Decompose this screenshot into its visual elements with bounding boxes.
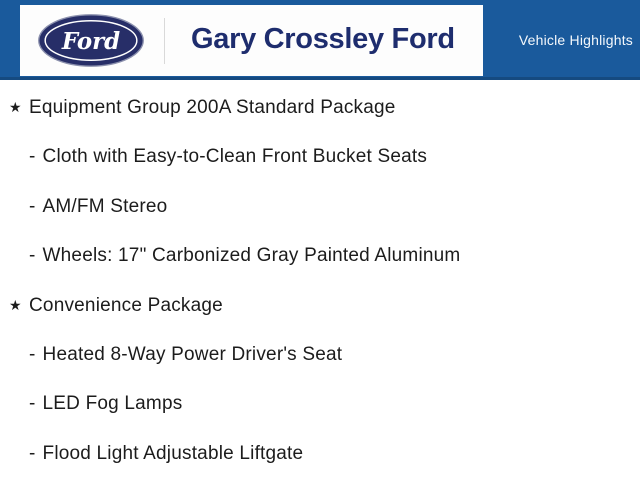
dealer-logo-box[interactable] bbox=[20, 5, 483, 76]
feature-item bbox=[0, 231, 640, 280]
highlight-label: Heated 8-Way Power Driver's Seat bbox=[42, 344, 343, 366]
feature-item bbox=[0, 379, 640, 428]
highlight-label: LED Fog Lamps bbox=[42, 393, 183, 415]
package-item bbox=[0, 281, 640, 330]
dash-bullet: - bbox=[29, 442, 36, 464]
highlight-label: AM/FM Stereo bbox=[42, 195, 168, 217]
package-item bbox=[0, 83, 640, 132]
feature-item bbox=[0, 182, 640, 231]
dash-bullet: - bbox=[29, 146, 36, 168]
star-icon: ★ bbox=[9, 296, 22, 313]
dealer-name: Gary Crossley Ford bbox=[191, 23, 455, 55]
highlights-list bbox=[0, 80, 640, 478]
dash-bullet: - bbox=[29, 393, 36, 415]
ford-logo-text: Ford bbox=[61, 27, 121, 55]
logo-divider bbox=[164, 18, 165, 64]
dash-bullet: - bbox=[29, 195, 36, 217]
highlight-label: Cloth with Easy-to-Clean Front Bucket Seats bbox=[42, 146, 428, 168]
dash-bullet: - bbox=[29, 245, 36, 267]
feature-item bbox=[0, 132, 640, 181]
highlight-label: Flood Light Adjustable Liftgate bbox=[42, 442, 304, 464]
header-bar bbox=[0, 0, 640, 80]
dash-bullet: - bbox=[29, 344, 36, 366]
highlight-label: Convenience Package bbox=[29, 294, 223, 316]
star-icon: ★ bbox=[9, 99, 22, 115]
page-title: Vehicle Highlights bbox=[518, 32, 633, 48]
ford-logo-icon bbox=[36, 13, 146, 68]
highlight-label: Equipment Group 200A Standard Package bbox=[29, 97, 396, 118]
feature-item bbox=[0, 330, 640, 379]
highlight-label: Wheels: 17" Carbonized Gray Painted Aluminum bbox=[42, 245, 461, 267]
feature-item bbox=[0, 429, 640, 478]
